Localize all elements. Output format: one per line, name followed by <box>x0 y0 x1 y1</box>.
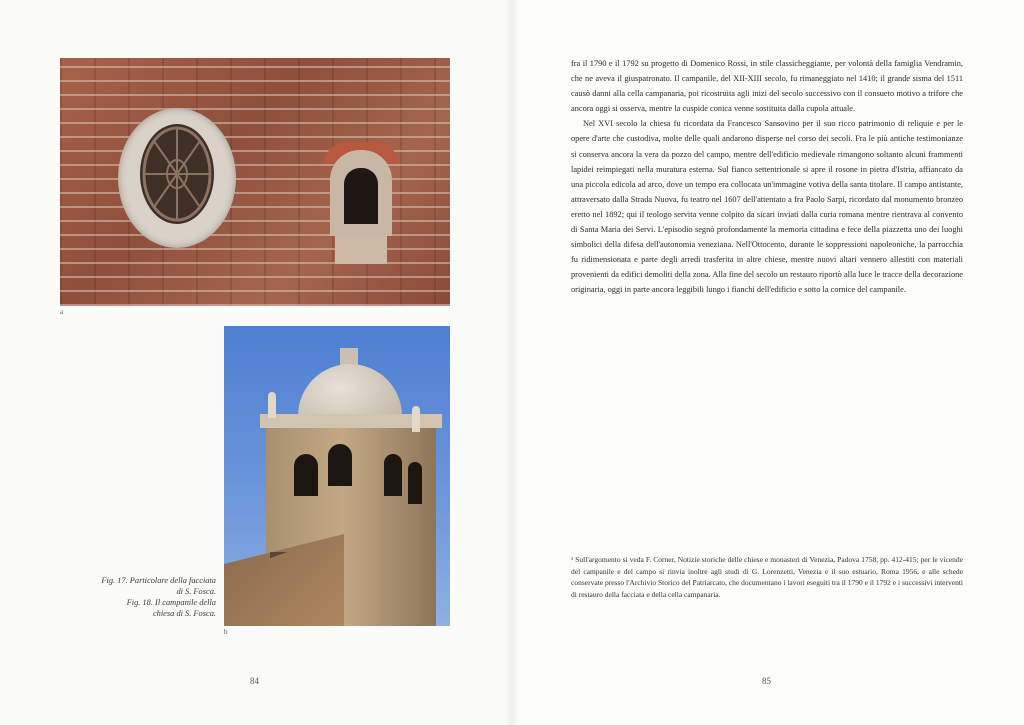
tower-window-3 <box>384 454 402 496</box>
tower-window-1 <box>294 454 318 496</box>
paragraph: fra il 1790 e il 1792 su progetto di Domenico Rossi, in stile classicheggiante, per volontà della famiglia Vendramin, che ne aveva il giuspatronato. Il campanile, del XII-XIII secolo, fu rimaneggiato nel 1410; il grande sisma del 1511 causò danni alla cella campanaria, poi ricostruita agli inizi del secolo successivo con il consueto motivo a trifore che ancora oggi si osserva, mentre la cuspide conica venne sostituita dalla cupola attuale. <box>571 59 963 114</box>
arch-window-sill <box>335 236 387 264</box>
paragraph: Nel XVI secolo la chiesa fu ricordata da Francesco Sansovino per il suo ricco patrimonio di reliquie e per le opere d'arte che custodiva, molte delle quali andarono disperse nel corso dei secoli. Fra le più antiche testimonianze si conserva ancora la vera da pozzo del campo, mentre dell'edificio medievale rimangono soltanto alcuni frammenti lapidei reimpiegati nella muratura esterna. Sul fianco settentrionale si apre il rosone in pietra d'Istria, affiancato da una piccola edicola ad arco, dove un tempo era collocata un'immagine votiva della santa titolare. Il campo antistante, attraversato dalla Strada Nuova, fu teatro nel 1607 dell'attentato a fra Paolo Sarpi, ricordato dal monumento bronzeo eretto nel 1892; qui il teologo servita venne colpito da sicari inviati dalla curia romana mentre rientrava al convento di Santa Maria dei Servi. L'episodio segnò profondamente la memoria cittadina e fece della piazzetta uno dei luoghi simbolici della difesa dell'autonomia veneziana. Nell'Ottocento, durante le soppressioni napoleoniche, la parrocchia fu ridimensionata e parte degli arredi trasferita in altre chiese, mentre nuovi altari vennero allestiti con materiali provenienti da edifici demoliti della zona. Alla fine del secolo un restauro riportò alla luce le tracce della decorazione originaria, oggi in parte ancora leggibili lungo i fianchi dell'edificio e sotto la cornice del campanile. <box>571 119 963 295</box>
footnote <box>571 554 963 600</box>
page-number-left: 84 <box>250 676 259 686</box>
tower-window-4 <box>408 462 422 504</box>
photo-brick-wall-rose-window <box>60 58 450 306</box>
photo-bell-tower <box>224 326 450 626</box>
arch-window-opening <box>344 168 378 224</box>
figure-label-wall: a <box>60 308 64 316</box>
figure-label-tower: b <box>224 628 228 636</box>
page-number-right: 85 <box>762 676 771 686</box>
caption-line: Fig. 18. Il campanile della <box>126 598 216 607</box>
book-gutter <box>505 0 519 725</box>
footnote-text: ¹ Sull'argomento si veda F. Corner, Notizie storiche delle chiese e monasteri di Venezia, Padova 1758, pp. 412-415; per le vicende del campanile e del campo si rinvia inoltre agli studi di G. Lorenzetti, Venezia e il suo estuario, Roma 1956, e alle schede conservate presso l'Archivio Storico del Patriarcato, che documentano i lavori eseguiti tra il 1790 e il 1792 e i successivi interventi di restauro della facciata e della cella campanaria. <box>571 555 963 599</box>
rose-window-icon <box>140 124 214 224</box>
tower-pinnacle-right <box>412 406 420 432</box>
body-text <box>571 56 963 298</box>
rose-window-tracery <box>140 124 214 224</box>
caption-line: chiesa di S. Fosca. <box>152 609 216 618</box>
caption-line: Fig. 17. Particolare della facciata <box>101 576 216 585</box>
tower-pinnacle-left <box>268 392 276 418</box>
roof-ridge <box>270 552 390 612</box>
tower-window-2 <box>328 444 352 486</box>
figure-caption <box>60 575 216 619</box>
caption-line: di S. Fosca. <box>176 587 216 596</box>
